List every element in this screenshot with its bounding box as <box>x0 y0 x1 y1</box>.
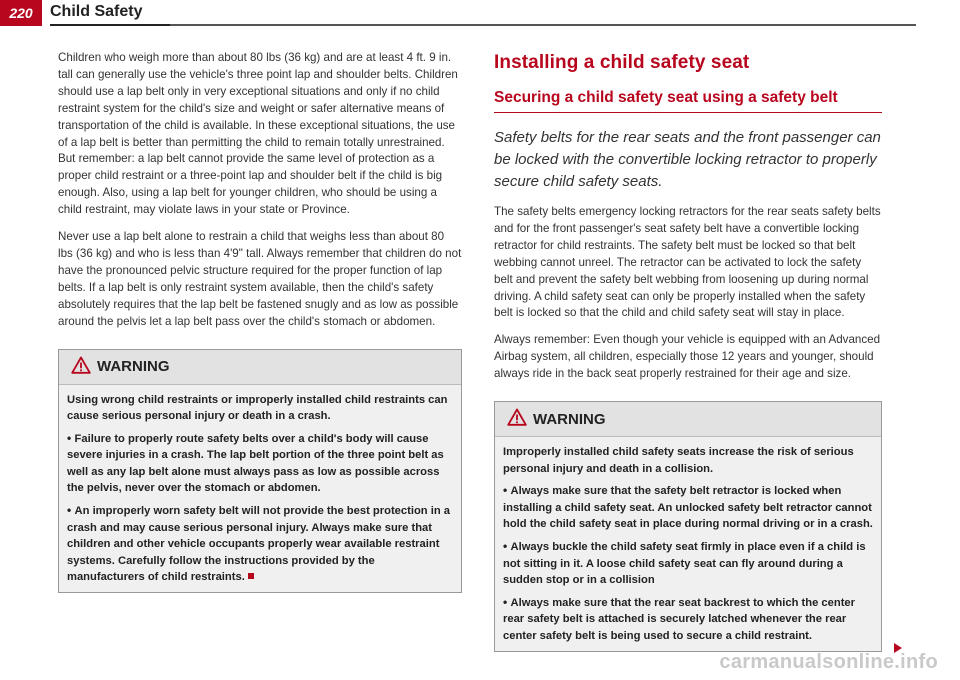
warning-header <box>59 350 461 384</box>
watermark: carmanualsonline.info <box>719 651 938 673</box>
paragraph: Always remember: Even though your vehicle is equipped with an Advanced Airbag system, all children, especially those 12 years and younger, should always ride in the back seat properly restrained for their age and size. <box>494 333 881 381</box>
warning-body <box>495 436 881 651</box>
warning-body <box>59 384 461 593</box>
warning-header <box>495 402 881 436</box>
right-column <box>494 50 882 652</box>
warning-triangle-icon <box>507 408 527 430</box>
paragraph: The safety belts emergency locking retractors for the rear seats safety belts and for the front passenger's seat safety belt have a convertible locking retractor for child restraints. The safety belt must be locked so that belt webbing cannot unreel. The retractor can be activated to lock the safety belt and prevent the safety belt webbing from loosening up during normal driving. A child safety seat can only be properly installed when the safety belt is locked so that the child and child safety seat will stay in place. <box>494 205 881 320</box>
page-number: 220 <box>0 0 42 26</box>
warning-box <box>58 349 462 594</box>
paragraph: Children who weigh more than about 80 lbs (36 kg) and are at least 4 ft. 9 in. tall can generally use the vehicle's three point lap and shoulder belts. Children should use a lap belt only in very exceptional situations and only if no child restraint system for the child's size and weight or safer alternative means of transportation of the child is available. In these exceptional situations, the use of a lap belt is better than permitting the child to remain totally unrestrained. But remember: a lap belt cannot provide the same level of protection as a proper child restraint or a three-point lap and shoulder belt if the child is big enough. Also, using a lap belt for younger children, who should be using a child restraint, may violate laws in your state or Province. <box>58 51 458 217</box>
warning-title: WARNING <box>533 410 606 428</box>
warning-intro: Improperly installed child safety seats increase the risk of serious personal injury and death in a collision. <box>503 446 854 475</box>
warning-bullet: • Always buckle the child safety seat firmly in place even if a child is not sitting in it. A loose child safety seat can fly around during a sudden stop or in a collision <box>503 538 873 589</box>
running-title: Child Safety <box>50 3 143 20</box>
warning-bullet: • Failure to properly route safety belts over a child's body will cause severe injuries in a crash. The lap belt portion of the three point belt as well as any lap belt alone must always pass as low as possible across the pelvis, never over the stomach or abdomen. <box>67 430 453 497</box>
left-column <box>58 50 462 593</box>
paragraph: Never use a lap belt alone to restrain a child that weighs less than about 80 lbs (36 kg) and who is less than 4'9" tall. Always remember that children do not have the pronounced pelvic structure required for the proper function of lap belts. If a lap belt is only restraint system available, then the child's safety absolutely requires that the lap belt be fastened snugly and as low as possible around the pelvis let a lap belt pass over the child's stomach or abdomen. <box>58 230 462 328</box>
warning-bullet: • Always make sure that the safety belt retractor is locked when installing a child safety seat. An unlocked safety belt retractor cannot hold the child safety seat in place during normal driving or in a crash. <box>503 482 873 533</box>
warning-intro: Using wrong child restraints or improperly installed child restraints can cause serious personal injury or death in a crash. <box>67 393 448 423</box>
warning-box <box>494 401 882 652</box>
section-title: Installing a child safety seat <box>494 52 750 73</box>
subsection-title: Securing a child safety seat using a safety belt <box>494 88 882 113</box>
warning-title: WARNING <box>97 358 170 375</box>
warning-bullet: • Always make sure that the rear seat backrest to which the center rear safety belt is attached is securely latched whenever the rear center safety belt is being used to secure a child restraint. <box>503 594 873 645</box>
end-square-icon <box>248 573 254 579</box>
warning-triangle-icon <box>71 356 91 378</box>
lead-text: Safety belts for the rear seats and the front passenger can be locked with the convertible locking retractor to properly secure child safety seats. <box>494 129 881 190</box>
header-rule <box>50 24 916 26</box>
warning-bullet: • An improperly worn safety belt will not provide the best protection in a crash and may cause serious personal injury. Always make sure that children and other vehicle occupants properly wear available restraint systems. Carefully follow the instructions provided by the manufacturers of child restraints. <box>67 502 453 586</box>
